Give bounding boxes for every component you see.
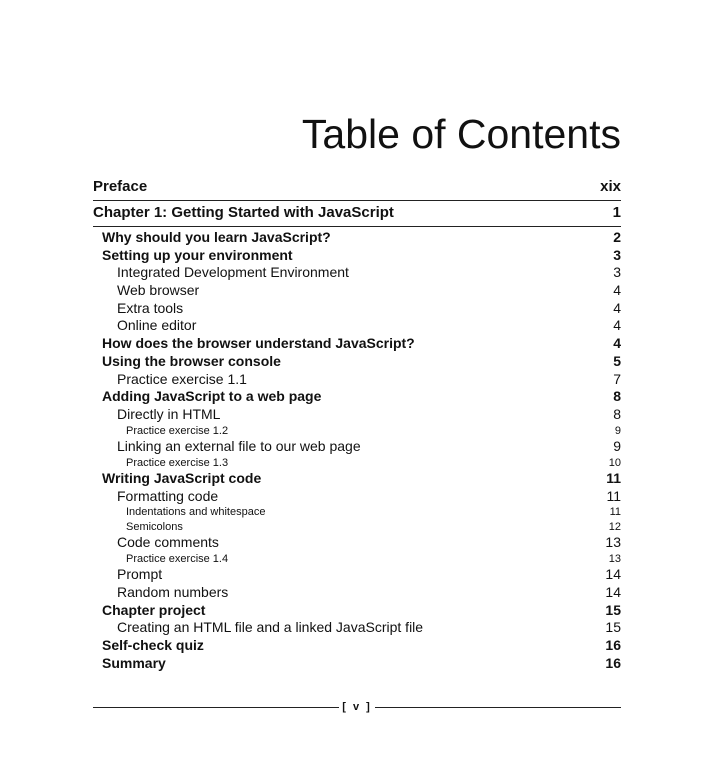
toc-entry-row[interactable] (93, 424, 621, 438)
toc-entry-row[interactable] (93, 406, 621, 424)
toc-entry-label: Online editor (117, 317, 197, 334)
page-title: Table of Contents (301, 111, 621, 157)
toc-entry-label: Web browser (117, 282, 200, 299)
toc-entry-row[interactable] (93, 655, 621, 673)
toc-entry-label: How does the browser understand JavaScript? (102, 335, 415, 352)
toc-entry-label: Formatting code (117, 487, 219, 504)
toc-entry-page: 3 (613, 246, 621, 263)
toc-entry-row[interactable] (93, 552, 621, 566)
toc-entry-page: 11 (606, 487, 621, 504)
toc-entry-label: Practice exercise 1.3 (126, 456, 229, 469)
toc-entry-page: xix (600, 178, 621, 195)
toc-entry-page: 8 (613, 388, 621, 405)
toc-entry-page: 8 (613, 405, 621, 422)
toc-entry-label: Self-check quiz (102, 637, 204, 654)
toc-entry-label: Setting up your environment (102, 246, 293, 263)
toc-section-row[interactable] (93, 203, 621, 227)
toc-entry-row[interactable] (93, 335, 621, 353)
toc-entry-page: 15 (605, 619, 621, 636)
toc-entry-row[interactable] (93, 388, 621, 406)
toc-entry-row[interactable] (93, 456, 621, 470)
toc-entry-row[interactable] (93, 264, 621, 282)
toc-entry-label: Using the browser console (102, 352, 281, 369)
toc-entry-row[interactable] (93, 520, 621, 534)
toc-entry-page: 13 (605, 534, 621, 551)
toc-entry-page: 5 (613, 352, 621, 369)
toc-entry-row[interactable] (93, 637, 621, 655)
toc-entry-label: Extra tools (117, 299, 184, 316)
toc-entry-page: 13 (608, 552, 621, 565)
footer-rule-right (375, 707, 621, 708)
toc-entry-label: Chapter 1: Getting Started with JavaScript (93, 204, 394, 221)
toc-entry-page: 12 (608, 520, 621, 533)
toc-entry-page: 9 (613, 437, 621, 454)
toc-entry-label: Prompt (117, 566, 163, 583)
toc-entry-page: 1 (612, 204, 621, 221)
toc-entry-row[interactable] (93, 566, 621, 584)
toc-entry-label: Code comments (117, 534, 219, 551)
toc-entry-label: Linking an external file to our web page (117, 437, 361, 454)
toc-entry-page: 4 (613, 282, 621, 299)
toc-entry-page: 15 (605, 601, 621, 618)
toc-entry-page: 2 (613, 229, 621, 245)
toc-entry-row[interactable] (93, 371, 621, 389)
toc-entry-label: Indentations and whitespace (126, 506, 266, 519)
toc-entry-label: Preface (93, 178, 148, 195)
toc-entry-label: Chapter project (102, 601, 206, 618)
toc-entry-label: Practice exercise 1.4 (126, 552, 229, 565)
toc-entry-row[interactable] (93, 505, 621, 519)
toc-entry-page: 14 (605, 566, 621, 583)
toc-entry-label: Practice exercise 1.1 (117, 370, 247, 387)
toc-entry-label: Writing JavaScript code (102, 470, 262, 487)
toc-entry-label: Adding JavaScript to a web page (102, 388, 322, 405)
toc-entry-label: Integrated Development Environment (117, 264, 349, 281)
toc-entry-row[interactable] (93, 534, 621, 552)
footer-page-number: [ v ] (342, 701, 372, 713)
toc-entry-row[interactable] (93, 247, 621, 265)
toc-entry-page: 4 (613, 317, 621, 334)
toc-entry-row[interactable] (93, 584, 621, 602)
toc-entry-page: 3 (613, 264, 621, 281)
toc-entry-page: 4 (613, 335, 621, 352)
toc-entry-label: Summary (102, 654, 166, 671)
toc-entry-page: 4 (613, 299, 621, 316)
toc-section-row[interactable] (93, 177, 621, 201)
toc-entry-row[interactable] (93, 282, 621, 300)
toc-entry-page: 11 (609, 506, 621, 519)
toc-entry-row[interactable] (93, 229, 621, 247)
page-footer (93, 699, 621, 715)
toc-entry-page: 16 (605, 637, 621, 654)
toc-entry-row[interactable] (93, 438, 621, 456)
toc-entry-page: 9 (614, 424, 621, 437)
toc-entry-page: 7 (613, 370, 621, 387)
toc-entry-row[interactable] (93, 300, 621, 318)
toc-entry-label: Practice exercise 1.2 (126, 424, 229, 437)
toc-entry-label: Random numbers (117, 583, 229, 600)
toc-entry-label: Semicolons (126, 520, 183, 533)
toc-entry-page: 14 (605, 583, 621, 600)
toc-entry-row[interactable] (93, 488, 621, 506)
toc-entry-label: Why should you learn JavaScript? (102, 229, 331, 245)
toc-entry-page: 11 (606, 470, 621, 487)
toc-list (93, 177, 621, 672)
toc-entry-row[interactable] (93, 470, 621, 488)
toc-entry-page: 10 (608, 456, 621, 469)
toc-entry-row[interactable] (93, 317, 621, 335)
toc-entry-label: Directly in HTML (117, 405, 221, 422)
toc-entry-label: Creating an HTML file and a linked JavaScript file (117, 619, 424, 636)
toc-entry-row[interactable] (93, 602, 621, 620)
toc-entry-page: 16 (605, 654, 621, 671)
toc-entry-row[interactable] (93, 353, 621, 371)
toc-entry-row[interactable] (93, 619, 621, 637)
